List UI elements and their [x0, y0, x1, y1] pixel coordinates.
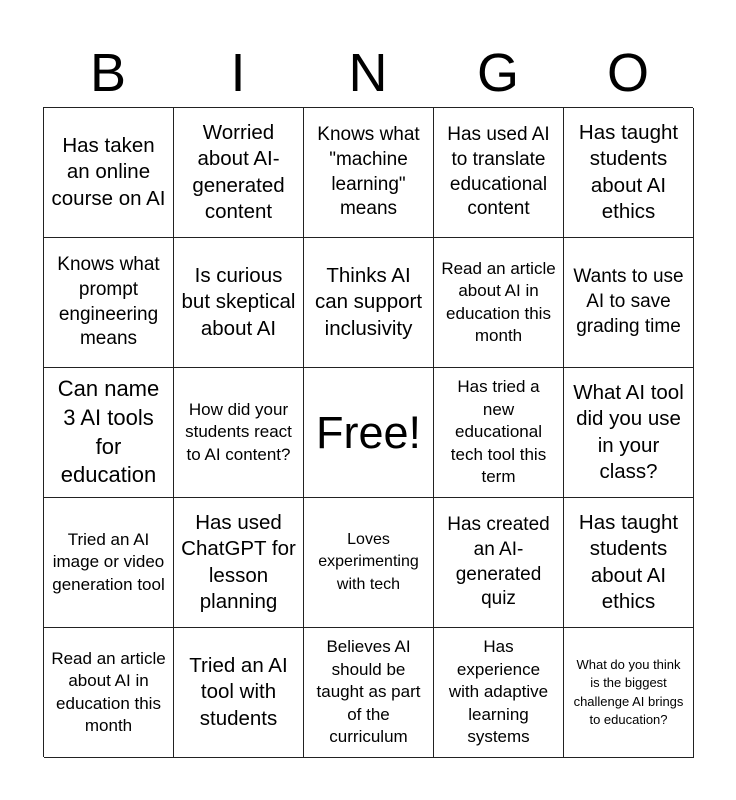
cell-text: Has created an AI-generated quiz [447, 514, 550, 610]
cell-text: Thinks AI can support inclusivity [314, 264, 423, 340]
header-letter-b: B [89, 43, 127, 103]
bingo-cell[interactable] [564, 108, 694, 238]
cell-text: Has experience with adaptive learning systems [448, 637, 549, 747]
bingo-cell[interactable] [44, 628, 174, 758]
bingo-cell[interactable] [304, 498, 434, 628]
cell-text: Has taught students about AI ethics [578, 511, 679, 613]
cell-text: Can name 3 AI tools for education [57, 376, 160, 488]
cell-text: Tried an AI image or video generation tool [52, 529, 165, 594]
cell-text: Has used AI to translate educational content [447, 124, 550, 220]
cell-text: Read an article about AI in education this month [441, 258, 556, 345]
bingo-cell[interactable] [44, 498, 174, 628]
bingo-cell[interactable] [44, 108, 174, 238]
cell-text: What do you think is the biggest challenge AI brings to education? [573, 656, 684, 727]
bingo-cell[interactable] [44, 238, 174, 368]
header-letter-g: G [476, 43, 519, 103]
cell-text: Has tried a new educational tech tool this term [450, 377, 547, 487]
cell-text: Has used ChatGPT for lesson planning [181, 511, 296, 613]
bingo-cell[interactable] [434, 368, 564, 498]
cell-text: Read an article about AI in education this month [51, 648, 166, 735]
free-space-text: Free! [315, 406, 422, 458]
cell-text: Has taught students about AI ethics [578, 121, 679, 223]
cell-text: Believes AI should be taught as part of the curriculum [316, 637, 421, 747]
bingo-cell[interactable] [174, 368, 304, 498]
bingo-header [43, 40, 693, 106]
cell-text: Tried an AI tool with students [189, 654, 288, 730]
header-letter-i: I [230, 43, 246, 103]
free-space[interactable] [304, 368, 434, 498]
cell-text: Knows what "machine learning" means [317, 124, 420, 220]
header-letter-n: N [348, 43, 388, 103]
bingo-cell[interactable] [174, 238, 304, 368]
bingo-cell[interactable] [564, 368, 694, 498]
bingo-cell[interactable] [434, 108, 564, 238]
bingo-cell[interactable] [174, 628, 304, 758]
bingo-cell[interactable] [564, 498, 694, 628]
bingo-cell[interactable] [434, 628, 564, 758]
bingo-cell[interactable] [564, 238, 694, 368]
cell-text: Loves experimenting with tech [318, 531, 419, 593]
bingo-cell[interactable] [434, 498, 564, 628]
header-letter-o: O [606, 43, 649, 103]
bingo-cell[interactable] [304, 628, 434, 758]
cell-text: What AI tool did you use in your class? [573, 381, 684, 483]
cell-text: Is curious but skeptical about AI [181, 264, 296, 340]
bingo-cell[interactable] [174, 108, 304, 238]
bingo-cell[interactable] [174, 498, 304, 628]
cell-text: Worried about AI-generated content [192, 121, 285, 223]
bingo-cell[interactable] [44, 368, 174, 498]
bingo-card [43, 107, 693, 757]
bingo-cell[interactable] [434, 238, 564, 368]
cell-text: Has taken an online course on AI [51, 134, 166, 210]
cell-text: Knows what prompt engineering means [57, 254, 160, 350]
bingo-cell[interactable] [304, 238, 434, 368]
bingo-cell[interactable] [564, 628, 694, 758]
cell-text: How did your students react to AI content? [185, 399, 292, 464]
bingo-cell[interactable] [304, 108, 434, 238]
cell-text: Wants to use AI to save grading time [573, 266, 684, 337]
